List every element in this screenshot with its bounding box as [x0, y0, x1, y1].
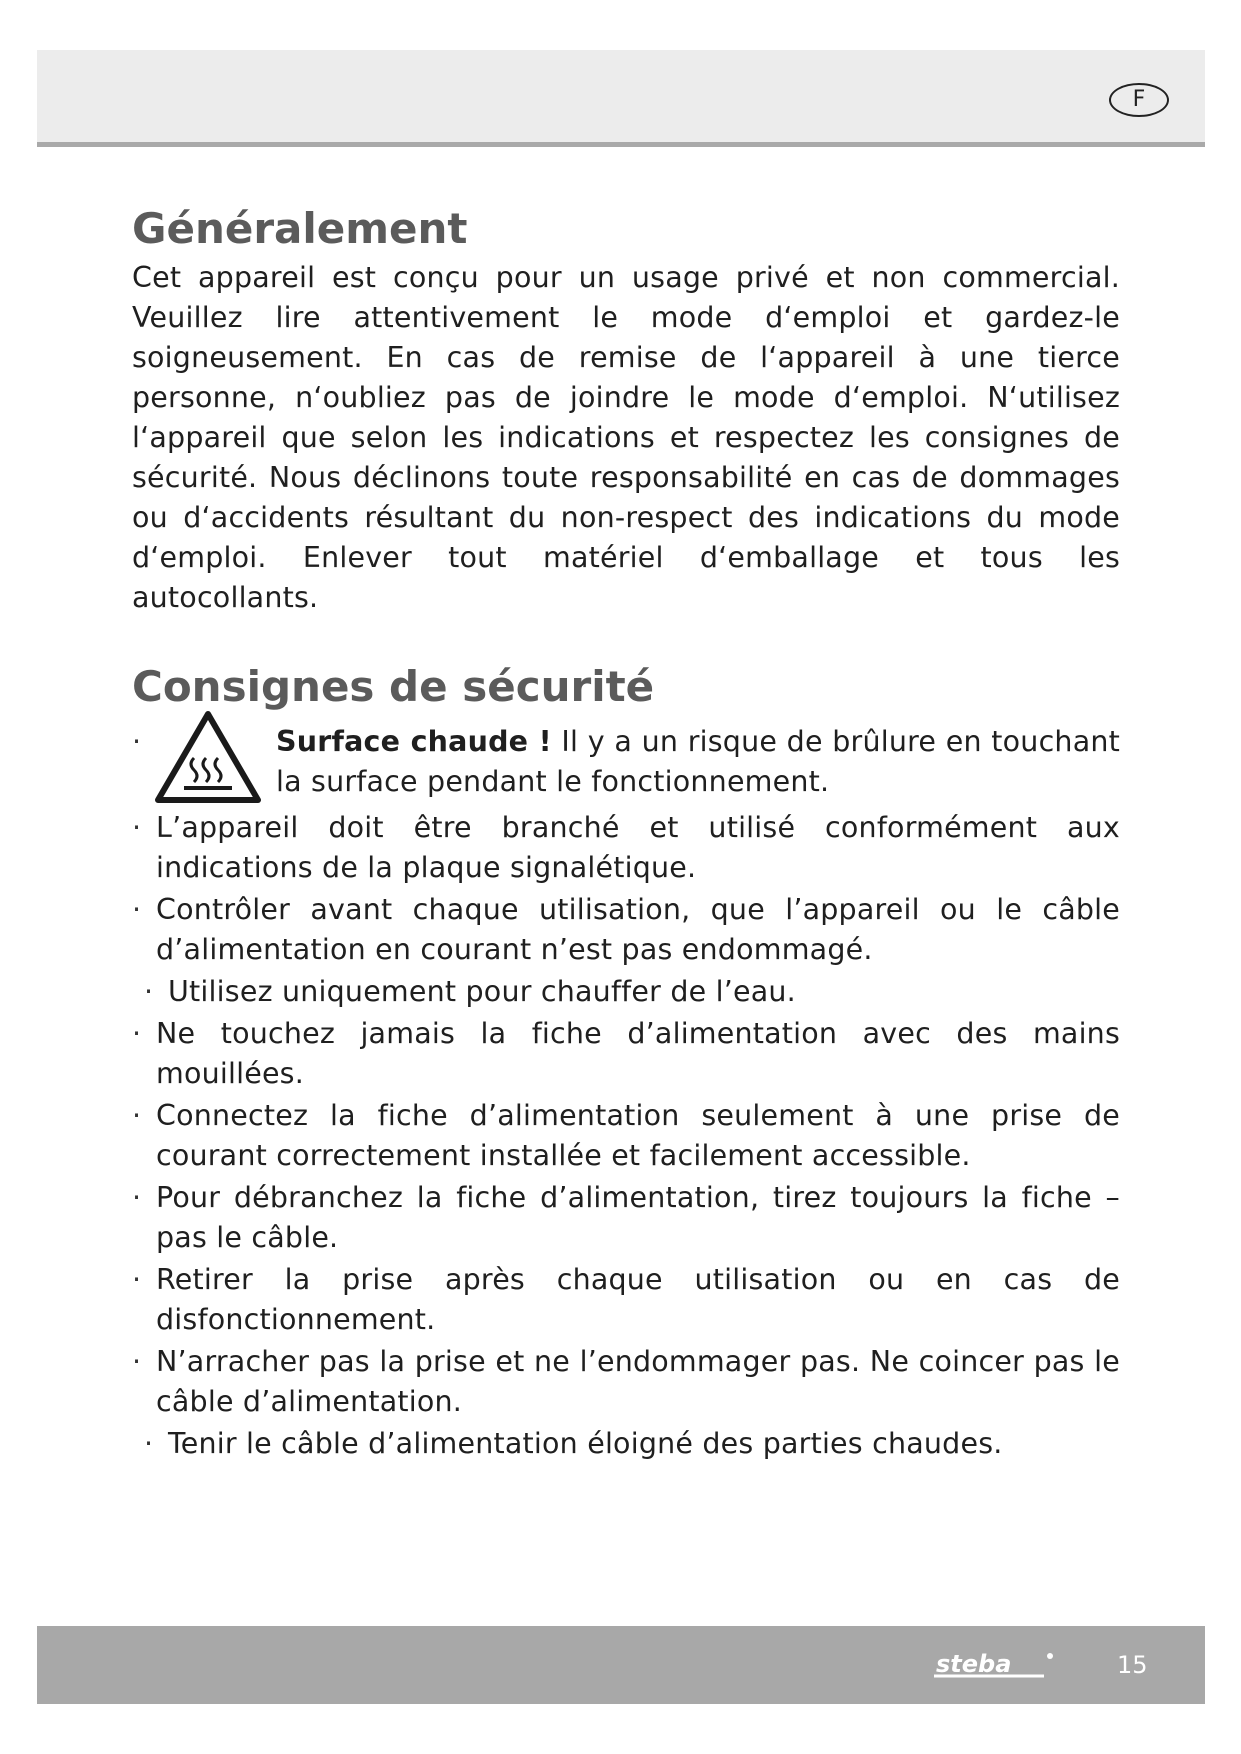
bullet: · [144, 1427, 154, 1460]
list-item [132, 1178, 1120, 1258]
safety-list [132, 722, 1120, 1464]
bullet: · [132, 1017, 142, 1050]
list-item [132, 1342, 1120, 1422]
page-number: 15 [1117, 1651, 1148, 1679]
list-item-text: Tenir le câble d’alimentation éloigné des parties chaudes. [168, 1427, 1003, 1460]
list-item [132, 1096, 1120, 1176]
page-content [132, 200, 1120, 1466]
list-item [132, 1424, 1120, 1464]
list-item [132, 808, 1120, 888]
list-item [132, 1014, 1120, 1094]
section-title-general: Généralement [132, 204, 468, 253]
general-paragraph: Cet appareil est conçu pour un usage privé et non commercial. Veuillez lire attentivement le mode d‘emploi et gardez-le soigneusement. En cas de remise de l‘appareil à une tierce personne, n‘oubliez pas de joindre le mode d‘emploi. N‘utilisez l‘appareil que selon les indications et respectez les consignes de sécurité. Nous déclinons toute responsabilité en cas de dommages ou d‘accidents résultant du non-respect des indications du mode d‘emploi. Enlever tout matériel d‘emballage et tous les autocollants. [132, 261, 1120, 614]
bullet: · [132, 1345, 142, 1378]
bullet: · [132, 725, 142, 758]
warning-text: Il y a un risque de brûlure en touchant la surface pendant le fonctionnement. [276, 725, 1121, 798]
list-item-text: Ne touchez jamais la fiche d’alimentation avec des mains mouillées. [156, 1017, 1120, 1090]
header-band [37, 50, 1205, 147]
language-badge: F [1109, 83, 1169, 117]
list-item [132, 1260, 1120, 1340]
hot-surface-warning-icon [154, 710, 262, 806]
list-item-text: Contrôler avant chaque utilisation, que l’appareil ou le câble d’alimentation en courant n’est pas endommagé. [156, 893, 1120, 966]
bullet: · [132, 893, 142, 926]
bullet: · [132, 1263, 142, 1296]
bullet: · [144, 975, 154, 1008]
list-item-text: Utilisez uniquement pour chauffer de l’eau. [168, 975, 796, 1008]
bullet: · [132, 1181, 142, 1214]
brand-logo-text: steba [936, 1650, 1012, 1678]
list-item-text: Pour débranchez la fiche d’alimentation, tirez toujours la fiche – pas le câble. [156, 1181, 1120, 1254]
section-title-safety: Consignes de sécurité [132, 662, 655, 711]
list-item [132, 890, 1120, 970]
list-item-text: L’appareil doit être branché et utilisé conformément aux indications de la plaque signalétique. [156, 811, 1120, 884]
list-item [132, 972, 1120, 1012]
footer-band [37, 1626, 1205, 1704]
list-item-text: N’arracher pas la prise et ne l’endommager pas. Ne coincer pas le câble d’alimentation. [156, 1345, 1120, 1418]
bullet: · [132, 811, 142, 844]
list-item-hot-surface [132, 722, 1120, 806]
warning-strong-text: Surface chaude ! [276, 725, 552, 758]
list-item-text: Connectez la fiche d’alimentation seulement à une prise de courant correctement installée et facilement accessible. [156, 1099, 1120, 1172]
bullet: · [132, 1099, 142, 1132]
list-item-text: Retirer la prise après chaque utilisation ou en cas de disfonctionnement. [156, 1263, 1120, 1336]
steba-logo [932, 1648, 1092, 1684]
